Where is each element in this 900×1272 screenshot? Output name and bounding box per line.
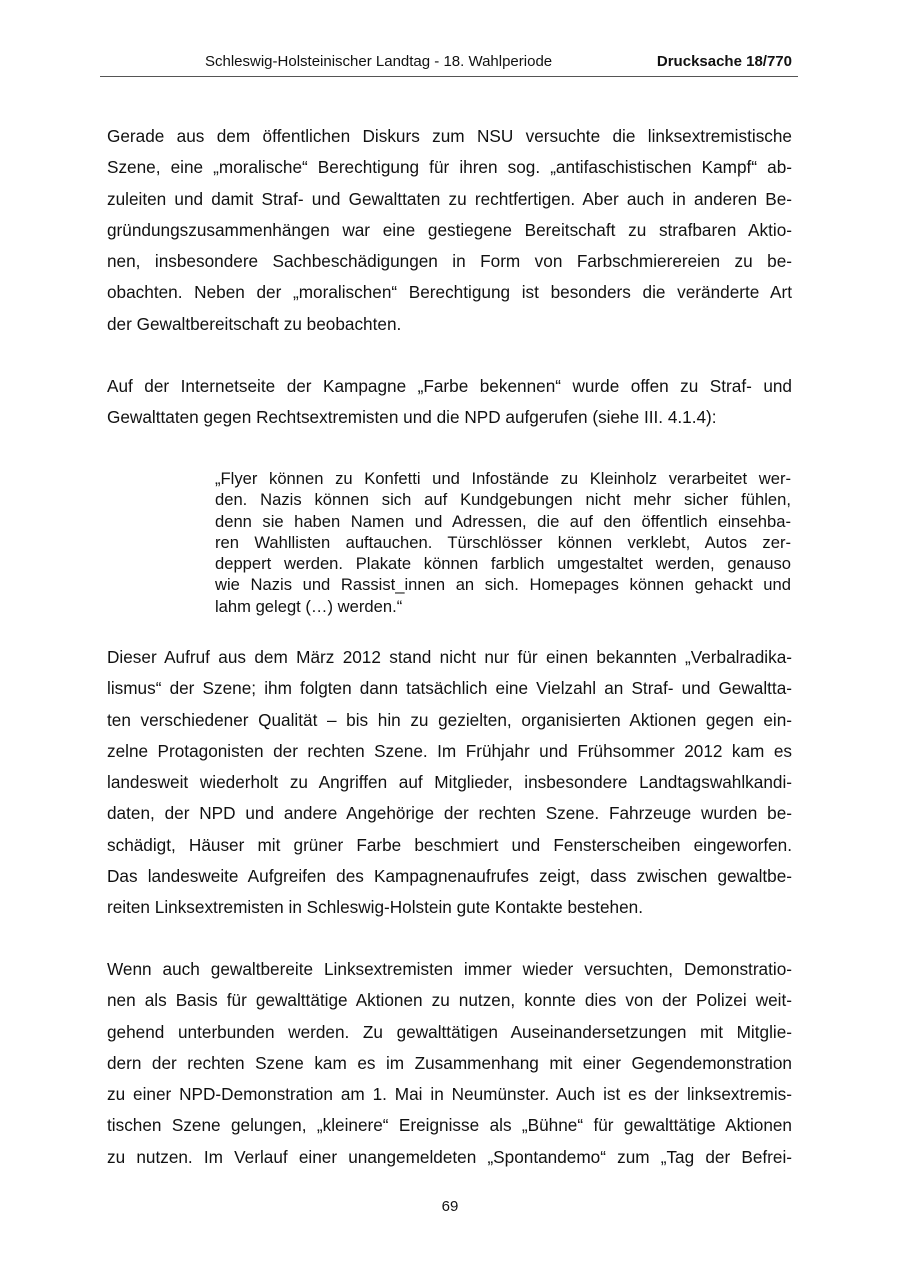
quote-line: „Flyer können zu Konfetti und Infostände zu Kleinholz verarbeitet wer- [215,469,791,488]
quote-line: denn sie haben Namen und Adressen, die auf den öffentlich einsehba- [215,511,791,531]
header-title: Schleswig-Holsteinischer Landtag - 18. Wahlperiode [205,53,553,70]
text-line: tischen Szene gelungen, „kleinere“ Ereignisse als „Bühne“ für gewalttätige Aktionen [107,1115,792,1136]
text-line: Gewalttaten gegen Rechtsextremisten und die NPD aufgerufen (siehe III. 4.1.4): [107,407,717,428]
text-line: ten verschiedener Qualität – bis hin zu gezielten, organisierten Aktionen gegen ein- [107,709,792,730]
quote-line: ren Wahllisten auftauchen. Türschlösser können verklebt, Autos zer- [215,532,791,552]
quote-line: wie Nazis und Rassist_innen an sich. Homepages können gehackt und [215,575,791,595]
block-quote [215,468,791,617]
quote-line: deppert werden. Plakate können farblich umgestaltet werden, genauso [215,554,791,574]
text-line: landesweit wiederholt zu Angriffen auf Mitglieder, insbesondere Landtagswahlkandi- [107,772,792,793]
paragraph-3 [107,642,792,924]
page-number: 69 [441,1198,459,1215]
text-line: nen, insbesondere Sachbeschädigungen in Form von Farbschmierereien zu be- [107,251,792,272]
text-line: zelne Protagonisten der rechten Szene. Im Frühjahr und Frühsommer 2012 kam es [107,740,792,761]
text-line: dern der rechten Szene kam es im Zusammenhang mit einer Gegendemonstration [107,1052,792,1073]
text-line: Das landesweite Aufgreifen des Kampagnenaufrufes zeigt, dass zwischen gewaltbe- [107,866,792,887]
text-line: schädigt, Häuser mit grüner Farbe beschmiert und Fensterscheiben eingeworfen. [107,834,792,855]
text-line: Auf der Internetseite der Kampagne „Farbe bekennen“ wurde offen zu Straf- und [107,376,792,396]
text-line: zuleiten und damit Straf- und Gewalttaten zu rechtfertigen. Aber auch in anderen Be- [107,188,792,209]
text-line: obachten. Neben der „moralischen“ Berechtigung ist besonders die veränderte Art [107,282,792,303]
text-line: zu nutzen. Im Verlauf einer unangemeldeten „Spontandemo“ zum „Tag der Befrei- [107,1146,792,1167]
text-line: Gerade aus dem öffentlichen Diskurs zum NSU versuchte die linksextremistische [107,126,792,146]
text-line: zu einer NPD-Demonstration am 1. Mai in Neumünster. Auch ist es der linksextremis- [107,1084,792,1105]
paragraph-1 [107,121,792,340]
text-line: daten, der NPD und andere Angehörige der rechten Szene. Fahrzeuge wurden be- [107,803,792,824]
text-line: reiten Linksextremisten in Schleswig-Holstein gute Kontakte bestehen. [107,897,643,918]
paragraph-4 [107,954,792,1173]
page-header [100,50,798,77]
text-line: gehend unterbunden werden. Zu gewalttätigen Auseinandersetzungen mit Mitglie- [107,1021,792,1042]
header-drucksache: Drucksache 18/770 [656,53,792,70]
paragraph-2 [107,371,792,434]
text-line: gründungszusammenhängen war eine gestiegene Bereitschaft zu strafbaren Aktio- [107,219,792,240]
quote-line: lahm gelegt (…) werden.“ [215,596,403,616]
text-line: der Gewaltbereitschaft zu beobachten. [107,313,402,334]
text-line: nen als Basis für gewalttätige Aktionen zu nutzen, konnte dies von der Polizei weit- [107,990,792,1011]
text-line: lismus“ der Szene; ihm folgten dann tatsächlich eine Vielzahl an Straf- und Gewaltta- [107,678,792,699]
text-line: Dieser Aufruf aus dem März 2012 stand nicht nur für einen bekannten „Verbalradika- [107,647,792,667]
text-line: Wenn auch gewaltbereite Linksextremisten immer wieder versuchten, Demonstratio- [107,959,792,979]
text-line: Szene, eine „moralische“ Berechtigung für ihren sog. „antifaschistischen Kampf“ ab- [107,157,792,178]
quote-line: den. Nazis können sich auf Kundgebungen nicht mehr sicher fühlen, [215,490,791,510]
